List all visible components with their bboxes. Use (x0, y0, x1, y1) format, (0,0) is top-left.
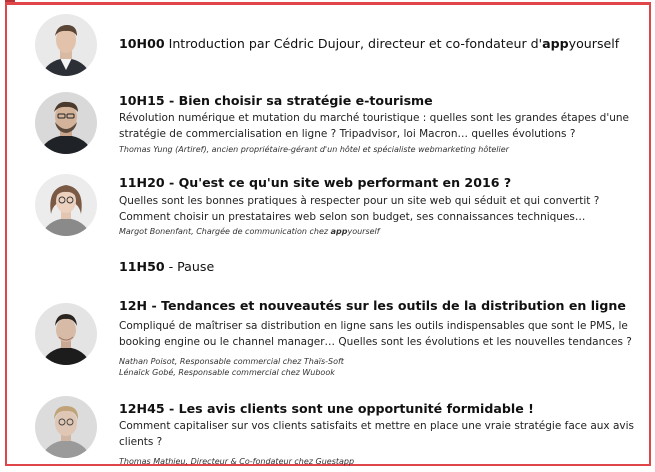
session-description-line-2: Comment choisir un prestataires web selon son budget, ses connaissances techniques… (119, 210, 586, 223)
separator: - (164, 93, 179, 108)
speaker-line (119, 226, 639, 237)
pause-label: Pause (177, 259, 215, 274)
separator: - (164, 175, 179, 190)
speaker-line: Thomas Yung (Artiref), ancien propriétaire-gérant d'un hôtel et spécialiste webmarketing hôtelier (119, 145, 509, 154)
session-title: Bien choisir sa stratégie e-tourisme (178, 93, 433, 108)
speaker-line: Nathan Poisot, Responsable commercial chez Thaïs-Soft (119, 357, 344, 366)
avatar-thomas-yung (35, 92, 97, 154)
brand-bold: app (542, 36, 569, 51)
session-description: Révolution numérique et mutation du marché touristique : quelles sont les grandes étapes d'une stratégie de commercialisation en ligne ? Tripadvisor, loi Macron… quelles évolutions ? (119, 112, 629, 140)
session-title: Qu'est ce qu'un site web performant en 2016 ? (178, 175, 512, 190)
session-title: Les avis clients sont une opportunité formidable ! (178, 401, 534, 416)
time-label: 10H00 (119, 36, 165, 51)
time-label: 12H (119, 298, 148, 313)
separator: - (164, 259, 178, 274)
speaker-line: Thomas Mathieu, Directeur & Co-fondateur chez Guestapp (119, 457, 355, 466)
avatar-thomas-mathieu (35, 396, 97, 458)
separator: - (164, 401, 179, 416)
session-description: Compliqué de maîtriser sa distribution en ligne sans les outils indispensables que sont le PMS, le booking engine ou le channel manager… Quelles sont les évolutions et les nouvelles tendances ? (119, 320, 632, 348)
time-label: 11H20 (119, 175, 165, 190)
speaker-text: Margot Bonenfant, Chargée de communication chez (119, 227, 331, 236)
speaker-line: Lénaïck Gobé, Responsable commercial chez Wubook (119, 368, 335, 377)
session-description: Comment capitaliser sur vos clients satisfaits et mettre en place une vraie stratégie face aux avis clients ? (119, 420, 635, 448)
speaker-brand-bold: app (330, 227, 348, 236)
intro-text: Introduction par Cédric Dujour, directeur et co-fondateur d' (168, 36, 543, 51)
time-label: 11H50 (119, 259, 165, 274)
avatar-nathan-poisot (35, 303, 97, 365)
session-description-line-1: Quelles sont les bonnes pratiques à respecter pour un site web qui séduit et qui convertit ? (119, 195, 600, 207)
brand-rest: yourself (568, 36, 620, 51)
separator: - (147, 298, 162, 313)
time-label: 12H45 (119, 401, 165, 416)
time-label: 10H15 (119, 93, 165, 108)
avatar-cedric-dujour (35, 14, 97, 76)
avatar-margot-bonenfant (35, 174, 97, 236)
session-title: Tendances et nouveautés sur les outils de la distribution en ligne (161, 298, 626, 313)
speaker-brand-rest: yourself (347, 227, 380, 236)
